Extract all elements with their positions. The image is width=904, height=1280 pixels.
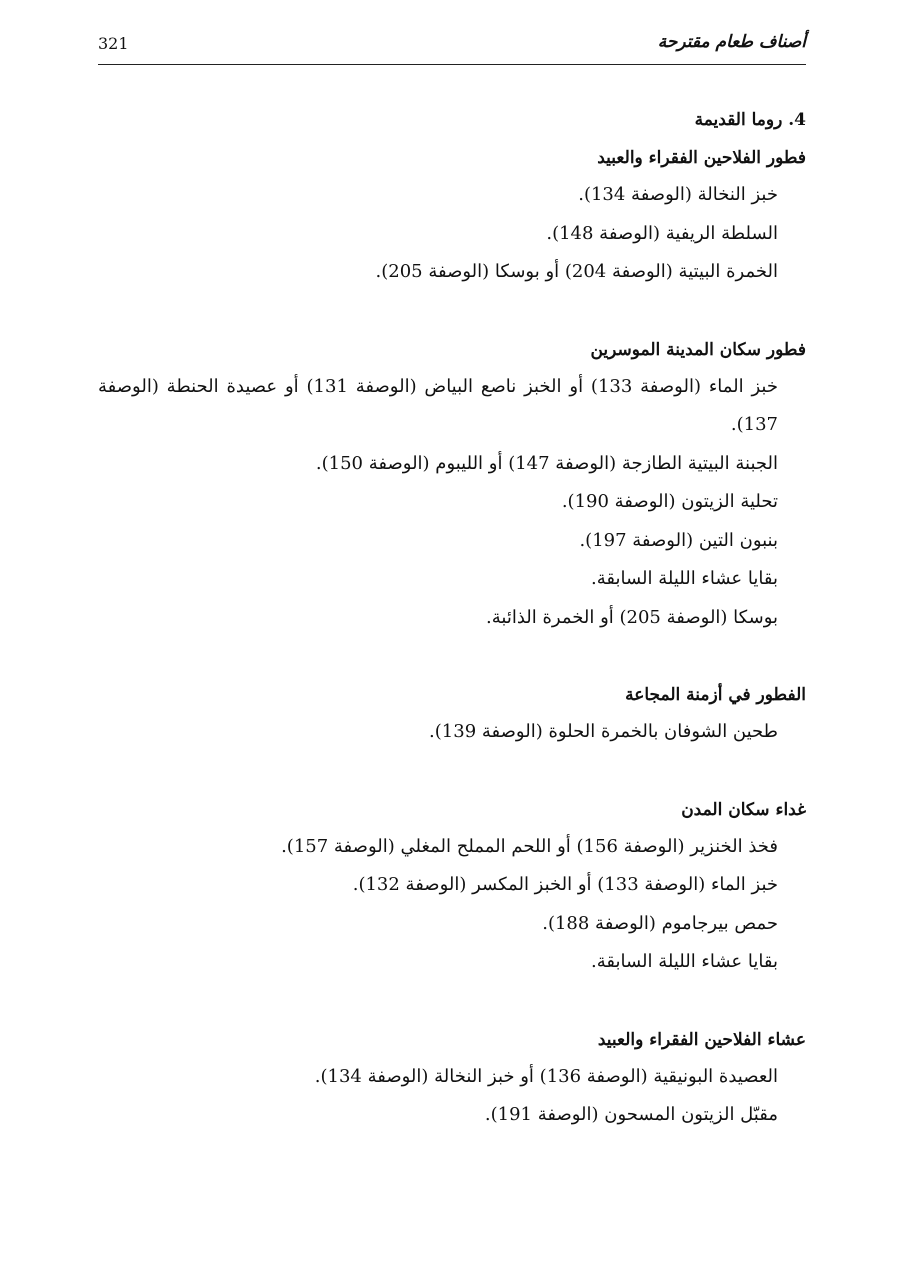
menu-item: خبز النخالة (الوصفة 134).	[578, 184, 778, 205]
menu-section-poor-dinner	[98, 1022, 806, 1135]
menu-item: تحلية الزيتون (الوصفة 190).	[561, 491, 778, 512]
running-header-title: أصناف طعام مقترحة	[657, 32, 806, 52]
menu-item: مقبّل الزيتون المسحون (الوصفة 191).	[484, 1104, 778, 1125]
menu-section-famine-breakfast	[98, 677, 806, 752]
menu-item: خبز الماء (الوصفة 133) أو الخبز المكسر (الوصفة 132).	[352, 874, 778, 895]
section-heading: غداء سكان المدن	[681, 799, 806, 820]
section-heading: عشاء الفلاحين الفقراء والعبيد	[597, 1029, 806, 1050]
section-heading: الفطور في أزمنة المجاعة	[625, 685, 806, 705]
menu-item: فخذ الخنزير (الوصفة 156) أو اللحم المملح المغلي (الوصفة 157).	[281, 835, 778, 857]
menu-item: حمص بيرجاموم (الوصفة 188).	[542, 912, 778, 934]
menu-item: العصيدة البونيقية (الوصفة 136) أو خبز النخالة (الوصفة 134).	[314, 1065, 778, 1087]
menu-item: طحين الشوفان بالخمرة الحلوة (الوصفة 139).	[429, 721, 778, 742]
menu-item: خبز الماء (الوصفة 133) أو الخبز ناصع البياض (الوصفة 131) أو عصيدة الحنطة (الوصفة 137).	[98, 375, 778, 435]
menu-item: الجبنة البيتية الطازجة (الوصفة 147) أو الليبوم (الوصفة 150).	[315, 452, 778, 474]
menu-item: بقايا عشاء الليلة السابقة.	[590, 568, 778, 589]
menu-item: بقايا عشاء الليلة السابقة.	[590, 951, 778, 972]
menu-section-poor-breakfast	[98, 140, 806, 292]
section-heading: فطور الفلاحين الفقراء والعبيد	[597, 148, 806, 168]
section-heading: فطور سكان المدينة الموسرين	[590, 339, 806, 360]
page-number: 321	[98, 34, 129, 53]
running-header	[98, 28, 806, 65]
menu-item: الخمرة البيتية (الوصفة 204) أو بوسكا (الوصفة 205).	[375, 261, 778, 282]
menu-item: السلطة الريفية (الوصفة 148).	[546, 222, 778, 244]
menu-section-city-lunch	[98, 792, 806, 982]
menu-section-wealthy-breakfast	[98, 332, 806, 638]
menu-item: بوسكا (الوصفة 205) أو الخمرة الذائبة.	[486, 606, 778, 628]
chapter-heading: 4. روما القديمة	[694, 110, 806, 130]
page-content	[98, 102, 806, 1135]
menu-item: بنبون التين (الوصفة 197).	[579, 529, 778, 551]
